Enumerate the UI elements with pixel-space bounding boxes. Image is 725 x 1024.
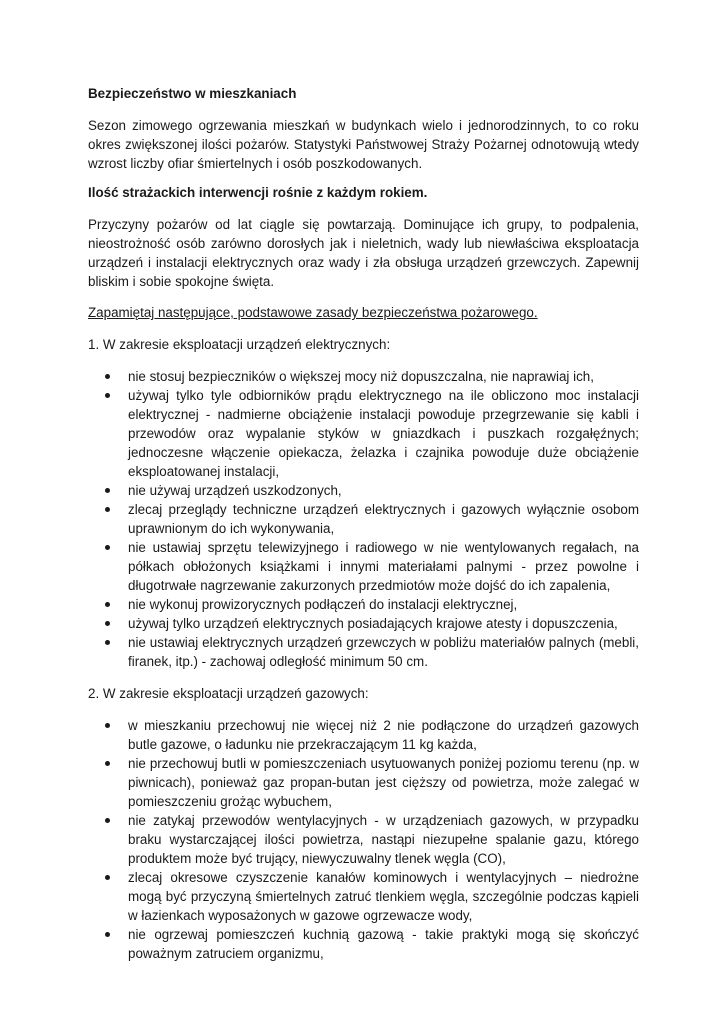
list-item <box>88 754 639 811</box>
list-item-text: nie ustawiaj sprzętu telewizyjnego i radiowego w nie wentylowanych regałach, na półkach obłożonych książkami i innymi materiałami palnymi - przez powolne i długotrwałe nagrzewanie zakurzonych przedmiotów może dojść do ich zapalenia, <box>128 540 639 593</box>
document-body <box>88 84 639 976</box>
bullet-icon <box>105 761 110 766</box>
bullet-icon <box>105 488 110 493</box>
bullet-icon <box>105 621 110 626</box>
bullet-icon <box>105 932 110 937</box>
bullet-icon <box>105 818 110 823</box>
list-item <box>88 500 639 538</box>
bullet-icon <box>105 723 110 728</box>
list-item <box>88 386 639 481</box>
list-item-text: nie ogrzewaj pomieszczeń kuchnią gazową - takie praktyki mogą się skończyć poważnym zatruciem organizmu, <box>128 927 639 961</box>
section-1-list <box>88 367 639 671</box>
bullet-icon <box>105 545 110 550</box>
bullet-icon <box>105 875 110 880</box>
bullet-icon <box>105 640 110 645</box>
bullet-icon <box>105 602 110 607</box>
causes-paragraph: Przyczyny pożarów od lat ciągle się powtarzają. Dominujące ich grupy, to podpalenia, nieostrożność osób zarówno dorosłych jak i nieletnich, wady lub niewłaściwa eksploatacja urządzeń i instalacji elektrycznych oraz wady i zła obsługa urządzeń grzewczych. Zapewnij bliskim i sobie spokojne święta. <box>88 217 639 289</box>
bullet-icon <box>105 393 110 398</box>
list-item <box>88 481 639 500</box>
list-item <box>88 367 639 386</box>
bullet-icon <box>105 374 110 379</box>
subheading: Ilość strażackich interwencji rośnie z każdym rokiem. <box>88 185 428 200</box>
list-item-text: nie ustawiaj elektrycznych urządzeń grzewczych w pobliżu materiałów palnych (mebli, firanek, itp.) - zachowaj odległość minimum 50 cm. <box>128 635 639 669</box>
list-item-text: w mieszkaniu przechowuj nie więcej niż 2 nie podłączone do urządzeń gazowych butle gazowe, o ładunku nie przekraczającym 11 kg każda, <box>128 718 639 752</box>
intro-paragraph: Sezon zimowego ogrzewania mieszkań w budynkach wielo i jednorodzinnych, to co roku okres zwiększonej ilości pożarów. Statystyki Państwowej Straży Pożarnej odnotowują wtedy wzrost liczby ofiar śmiertelnych i osób poszkodowanych. <box>88 118 639 171</box>
list-item <box>88 614 639 633</box>
list-item-text: nie stosuj bezpieczników o większej mocy niż dopuszczalna, nie naprawiaj ich, <box>128 369 594 384</box>
list-item <box>88 716 639 754</box>
section-2-heading: 2. W zakresie eksploatacji urządzeń gazowych: <box>88 686 369 701</box>
list-item-text: używaj tylko tyle odbiorników prądu elektrycznego na ile obliczono moc instalacji elektrycznej - nadmierne obciążenie instalacji powoduje przegrzewanie się kabli i przewodów oraz wypalanie styków w gniazdkach i puszkach rozgałęźnych; jednoczesne włączenie opiekacza, żelazka i czajnika powoduje duże obciążenie eksploatowanej instalacji, <box>128 388 639 479</box>
list-item-text: nie zatykaj przewodów wentylacyjnych - w urządzeniach gazowych, w przypadku braku wystarczającej ilości powietrza, nastąpi niezupełne spalanie gazu, którego produktem może być trujący, niewyczuwalny tlenek węgla (CO), <box>128 813 639 866</box>
list-item <box>88 595 639 614</box>
list-item-text: używaj tylko urządzeń elektrycznych posiadających krajowe atesty i dopuszczenia, <box>128 616 618 631</box>
list-item <box>88 538 639 595</box>
list-item <box>88 811 639 868</box>
list-item-text: nie wykonuj prowizorycznych podłączeń do instalacji elektrycznej, <box>128 597 518 612</box>
list-item <box>88 925 639 963</box>
section-2-list <box>88 716 639 963</box>
list-item-text: zlecaj przeglądy techniczne urządzeń elektrycznych i gazowych wyłącznie osobom uprawnionym do ich wykonywania, <box>128 502 639 536</box>
list-item <box>88 868 639 925</box>
list-item-text: nie używaj urządzeń uszkodzonych, <box>128 483 342 498</box>
rules-heading: Zapamiętaj następujące, podstawowe zasady bezpieczeństwa pożarowego. <box>88 305 538 320</box>
section-1-heading: 1. W zakresie eksploatacji urządzeń elektrycznych: <box>88 337 391 352</box>
list-item-text: nie przechowuj butli w pomieszczeniach usytuowanych poniżej poziomu terenu (np. w piwnicach), ponieważ gaz propan-butan jest cięższy od powietrza, może zalegać w pomieszczeniu grożąc wybuchem, <box>128 756 639 809</box>
bullet-icon <box>105 507 110 512</box>
document-title: Bezpieczeństwo w mieszkaniach <box>88 86 297 101</box>
list-item-text: zlecaj okresowe czyszczenie kanałów kominowych i wentylacyjnych – niedrożne mogą być przyczyną śmiertelnych zatruć tlenkiem węgla, szczególnie podczas kąpieli w łazienkach wyposażonych w gazowe ogrzewacze wody, <box>128 870 639 923</box>
list-item <box>88 633 639 671</box>
